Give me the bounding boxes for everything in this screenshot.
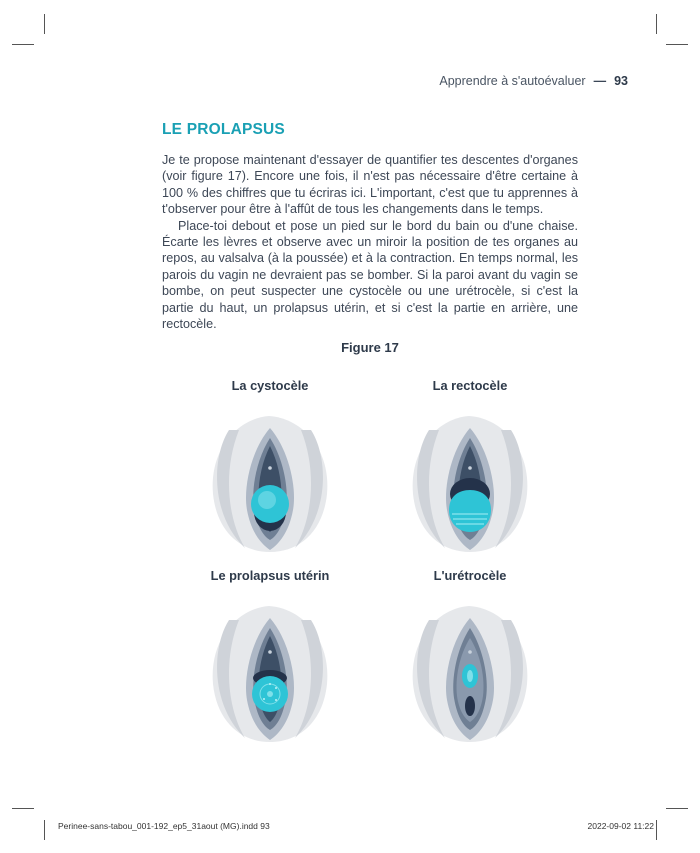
panel-caption: La cystocèle: [231, 378, 309, 393]
section-title: LE PROLAPSUS: [162, 121, 285, 138]
cystocele-illustration: [205, 410, 335, 556]
body-text: [162, 152, 578, 332]
footer-file-info: Perinee-sans-tabou_001-192_ep5_31aout (MG).indd 93: [58, 821, 270, 831]
crop-mark: [12, 44, 34, 45]
crop-mark: [44, 14, 45, 34]
uterine-prolapse-illustration: [205, 600, 335, 746]
urethrocele-illustration: [405, 600, 535, 746]
crop-mark: [656, 14, 657, 34]
panel-caption: Le prolapsus utérin: [210, 568, 330, 583]
header-dash: —: [593, 74, 607, 88]
figure-panel-rectocele: [380, 378, 560, 556]
figure-title: Figure 17: [341, 340, 399, 355]
crop-mark: [12, 808, 34, 809]
rectocele-illustration: [405, 410, 535, 556]
crop-mark: [666, 808, 688, 809]
panel-caption: L'urétrocèle: [433, 568, 507, 583]
figure-panel-urethrocele: [380, 568, 560, 746]
paragraph: Je te propose maintenant d'essayer de quantifier tes descentes d'organes (voir figure 17). Encore une fois, il n'est pas nécessaire d'être certaine à 100 % des chiffres que tu écriras ici. L'important, c'est que tu apprennes à t'observer pour être à l'affût de tous les changements dans le temps.: [162, 153, 578, 217]
crop-mark: [44, 820, 45, 840]
running-title: Apprendre à s'autoévaluer: [439, 74, 586, 88]
page-number: 93: [614, 74, 628, 88]
crop-mark: [666, 44, 688, 45]
panel-caption: La rectocèle: [432, 378, 508, 393]
crop-mark: [656, 820, 657, 840]
figure-panel-cystocele: [180, 378, 360, 556]
figure-panel-uterine-prolapse: [180, 568, 360, 746]
paragraph: Place-toi debout et pose un pied sur le bord du bain ou d'une chaise. Écarte les lèvres et observe avec un miroir la position de tes organes au repos, au valsalva (à la poussée) et à la contraction. En temps normal, les parois du vagin ne devraient pas se bomber. Si la paroi avant du vagin se bombe, on peut suspecter une cystocèle ou une urétrocèle, si c'est la partie du haut, un prolapsus utérin, et si c'est la partie en arrière, une rectocèle.: [162, 218, 578, 332]
running-header: [439, 74, 628, 88]
footer-timestamp: 2022-09-02 11:22: [587, 821, 654, 831]
